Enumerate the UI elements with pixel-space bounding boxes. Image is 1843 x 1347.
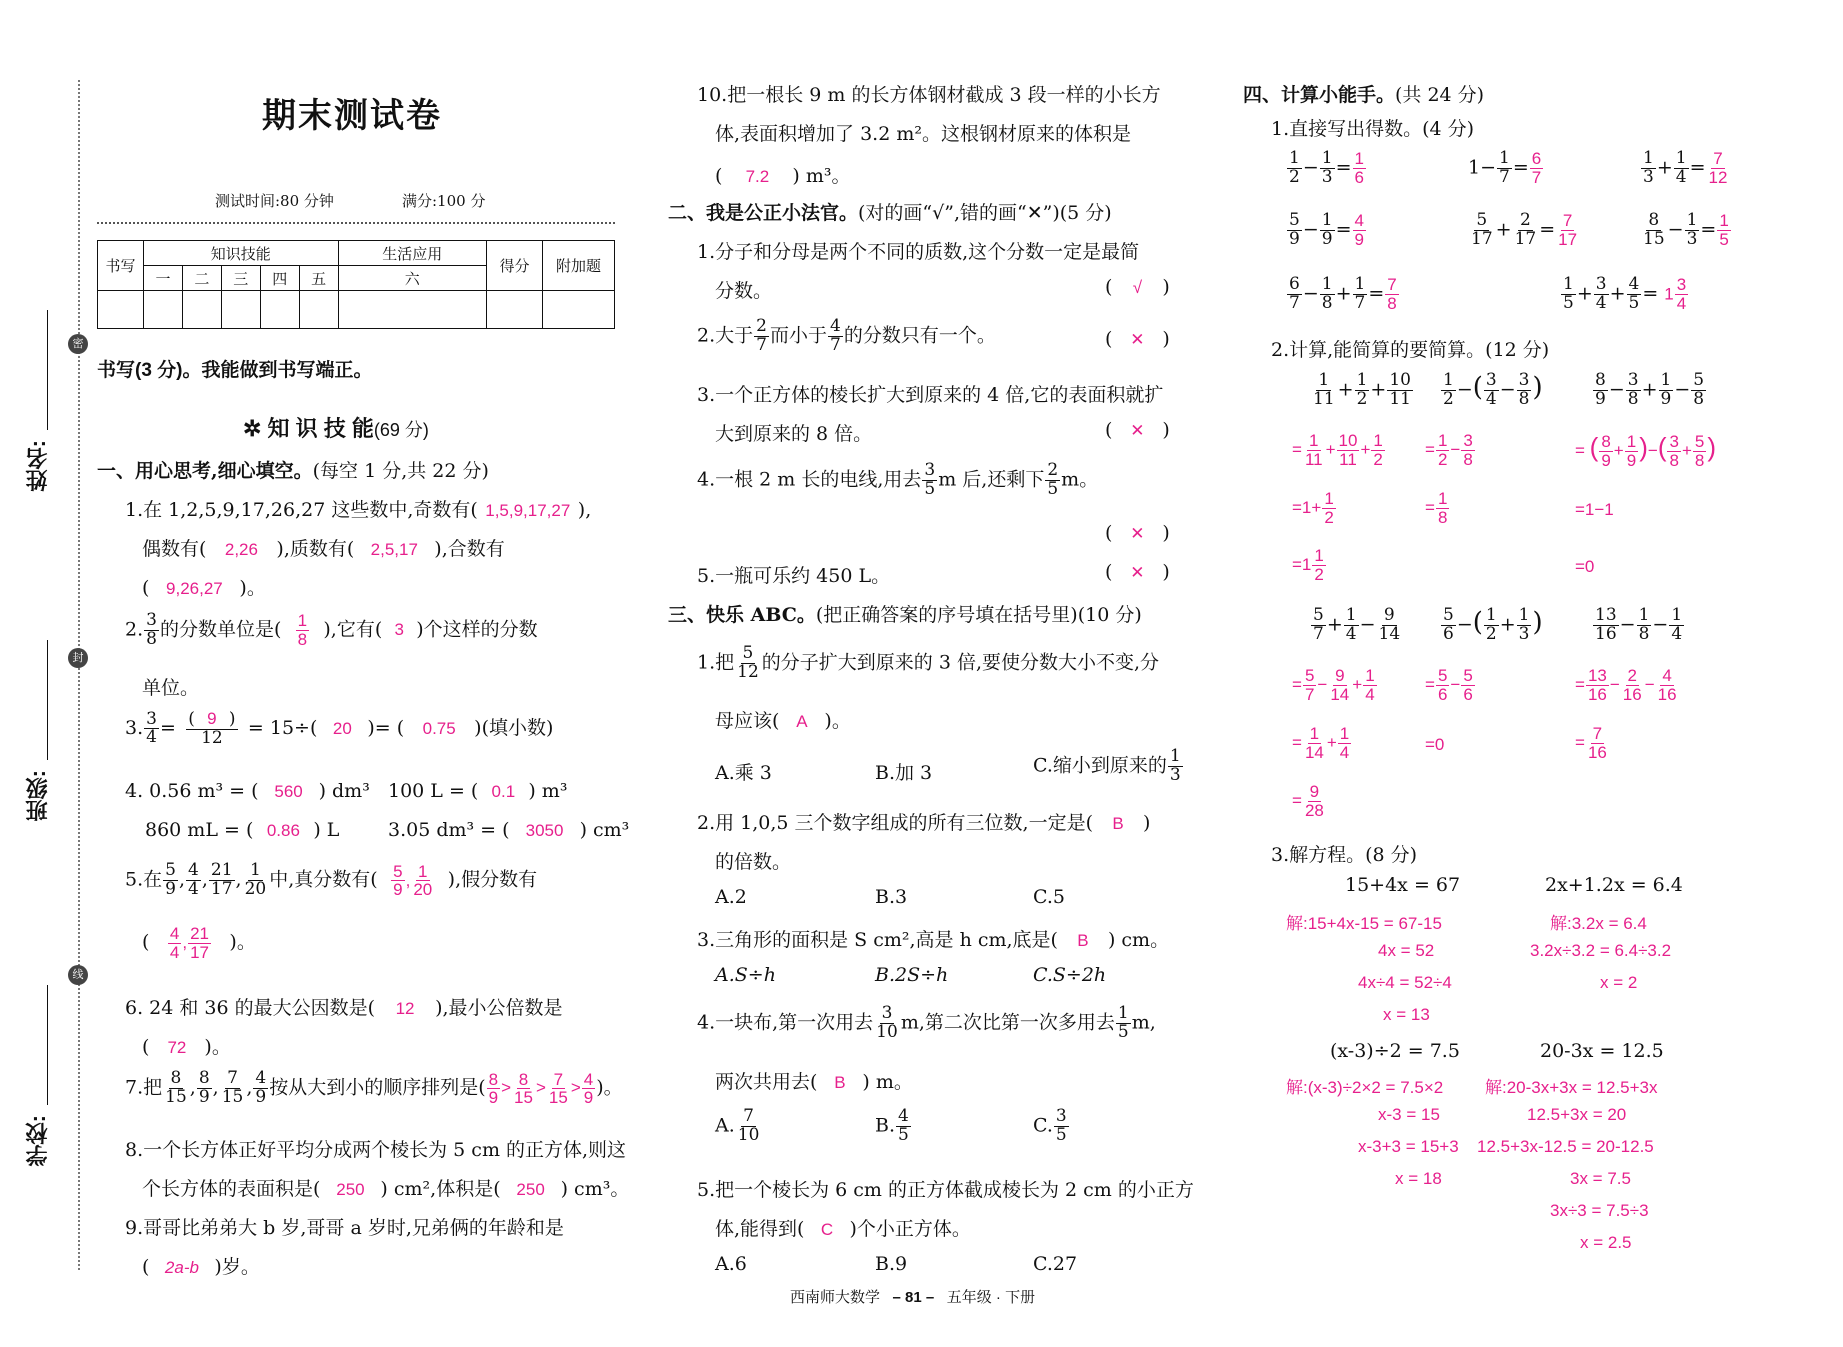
- s2-a2: ( ✕ ): [1105, 328, 1170, 350]
- simp-1: $\frac{1}{11}$ + $\frac{1}{2}$ + $\frac{10}{11}$: [1313, 370, 1411, 409]
- test-time: 测试时间:80 分钟: [215, 192, 334, 210]
- s4-p3: 3.解方程。(8 分): [1271, 844, 1418, 866]
- s2-a1: ( √ ): [1105, 276, 1170, 298]
- school-blank: [47, 985, 48, 1105]
- simp-5-s1: = $\frac{5}{6}$ − $\frac{5}{6}$: [1425, 666, 1473, 704]
- s3-q5-opt-a: A.6: [715, 1253, 747, 1275]
- q10-line1: 10.把一根长 9 m 的长方体钢材截成 3 段一样的小长方: [697, 84, 1161, 106]
- q4-line1: 4. 0.56 m³ = ( 560 ) dm³: [125, 780, 370, 802]
- eqn-3-s4: x = 18: [1395, 1169, 1442, 1188]
- simp-6-s2: = $\frac{7}{16}$: [1575, 724, 1607, 762]
- eqn-2-s3: x = 2: [1600, 973, 1638, 992]
- col-2: 二: [182, 266, 221, 291]
- q9-line1: 9.哥哥比弟弟大 b 岁,哥哥 a 岁时,兄弟俩的年龄和是: [125, 1217, 564, 1239]
- s2-a4: ( ✕ ): [1105, 522, 1170, 544]
- s3-q1a: 1.把 $\frac{5}{12}$ 的分子扩大到原来的 3 倍,要使分数大小不变,分: [697, 643, 1160, 682]
- eqn-4-s3: 12.5+3x-12.5 = 20-12.5: [1477, 1137, 1654, 1156]
- section-knowledge: ✲ 知 识 技 能: [243, 416, 374, 441]
- simp-3-s1: = ( $\frac{8}{9}$ + $\frac{1}{9}$ )−( $\frac{3}{8}$ + $\frac{5}{8}$ ): [1575, 432, 1717, 471]
- col-defen: 得分: [487, 241, 543, 291]
- q10-line3: ( 7.2 ) m³。: [715, 165, 851, 187]
- writing-note: 书写(3 分)。我能做到书写端正。: [97, 360, 373, 381]
- eqn-1-s2: 4x = 52: [1378, 941, 1435, 960]
- col-6: 六: [338, 266, 486, 291]
- simp-2: $\frac{1}{2}$ −( $\frac{3}{4}$ − $\frac{3}{8}$ ): [1443, 370, 1543, 409]
- s3-q3-opt-a: A.S÷h: [715, 964, 776, 986]
- calc-1: $\frac{1}{2}$ − $\frac{1}{3}$ = $\frac{1}{6}$: [1289, 148, 1364, 187]
- q4-line1b: 100 L = ( 0.1 ) m³: [388, 780, 568, 802]
- s2-a5: ( ✕ ): [1105, 561, 1170, 583]
- s2-q2: 2.大于 $\frac{2}{7}$ 而小于 $\frac{4}{7}$ 的分数只有一个。: [697, 316, 996, 355]
- s4-title: 四、计算小能手。: [1243, 84, 1396, 106]
- col-1: 一: [144, 266, 183, 291]
- eqn-1: 15+4x = 67: [1345, 874, 1461, 896]
- s3-q5a: 5.把一个棱长为 6 cm 的正方体截成棱长为 2 cm 的小正方: [697, 1179, 1194, 1201]
- q1-line3: ( 9,26,27 )。: [142, 577, 266, 599]
- col-5: 五: [299, 266, 338, 291]
- s3-q5-opt-c: C.27: [1033, 1253, 1078, 1275]
- q4-line2b: 3.05 dm³ = ( 3050 ) cm³: [388, 819, 630, 841]
- class-blank: [47, 640, 48, 760]
- s1-pts: (每空 1 分,共 22 分): [312, 460, 489, 482]
- s4-pts: (共 24 分): [1395, 84, 1485, 106]
- q10-line2: 体,表面积增加了 3.2 m²。这根钢材原来的体积是: [715, 123, 1131, 145]
- q3-line: 3. $\frac{3}{4}$ = $\frac{( 9 )}{12}$ = 15÷( 20 )= ( 0.75 )(填小数): [125, 708, 554, 748]
- s3-q2-opt-a: A.2: [715, 886, 747, 908]
- s3-q5b: 体,能得到( C )个小正方体。: [715, 1218, 971, 1240]
- q1-line1: 1.在 1,2,5,9,17,26,27 这些数中,奇数有( 1,5,9,17,27 ),: [125, 499, 592, 521]
- eqn-4: 20-3x = 12.5: [1540, 1040, 1664, 1062]
- s2-q4: 4.一根 2 m 长的电线,用去 $\frac{3}{5}$ m 后,还剩下 $\frac{2}{5}$ m。: [697, 460, 1099, 499]
- s3-q4-opt-a: A. $\frac{7}{10}$: [715, 1106, 760, 1145]
- s2-q1a: 1.分子和分母是两个不同的质数,这个分数一定是最简: [697, 241, 1140, 263]
- calc-5: $\frac{5}{17}$ + $\frac{2}{17}$ = $\frac{7}{17}$: [1471, 210, 1578, 249]
- q5-line1: 5.在 $\frac{5}{9}$ , $\frac{4}{4}$ , $\frac{21}{17}$ , $\frac{1}{20}$ 中,真分数有( $\frac{5}{9}$ , $\frac{1}{20}$ ),假分数有: [125, 860, 538, 900]
- eqn-1-s4: x = 13: [1383, 1005, 1430, 1024]
- s2-title: 二、我是公正小法官。: [668, 202, 859, 224]
- name-label: 姓名:: [25, 440, 50, 492]
- s3-title: 三、快乐 ABC。: [668, 604, 816, 626]
- q6-line1: 6. 24 和 36 的最大公因数是( 12 ),最小公倍数是: [125, 997, 563, 1019]
- simp-1-s1: = $\frac{1}{11}$ + $\frac{10}{11}$ + $\frac{1}{2}$: [1292, 431, 1383, 469]
- s3-q2-opt-b: B.3: [875, 886, 908, 908]
- section-knowledge-pts: (69 分): [373, 420, 429, 440]
- simp-5: $\frac{5}{6}$ −( $\frac{1}{2}$ + $\frac{1}{3}$ ): [1443, 605, 1543, 644]
- q1-ans4: 9,26,27: [166, 579, 223, 598]
- col-3: 三: [221, 266, 260, 291]
- s3-q4-opt-b: B. $\frac{4}{5}$: [875, 1106, 909, 1145]
- simp-4-s2: = $\frac{1}{14}$ + $\frac{1}{4}$: [1292, 724, 1350, 762]
- seal-xian-icon: 线: [68, 965, 88, 985]
- eqn-3-s3: x-3+3 = 15+3: [1358, 1137, 1459, 1156]
- binding-line: [78, 80, 80, 1270]
- s3-q4-opt-c: C. $\frac{3}{5}$: [1033, 1106, 1067, 1145]
- calc-6: $\frac{8}{15}$ − $\frac{1}{3}$ = $\frac{1}{5}$: [1643, 210, 1729, 249]
- simp-6: $\frac{13}{16}$ − $\frac{1}{8}$ − $\frac{1}{4}$: [1595, 605, 1683, 644]
- q6-line2: ( 72 )。: [142, 1036, 231, 1058]
- q1-ans1: 1,5,9,17,27: [485, 501, 571, 520]
- s3-q2c: 的倍数。: [715, 851, 792, 873]
- full-score: 满分:100 分: [402, 192, 486, 210]
- s3-q4a: 4.一块布,第一次用去 $\frac{3}{10}$ m,第二次比第一次多用去 $\frac{1}{5}$ m,: [697, 1003, 1156, 1042]
- q1-ans2: 2,26: [224, 540, 258, 559]
- s2-a3: ( ✕ ): [1105, 419, 1170, 441]
- calc-4: $\frac{5}{9}$ − $\frac{1}{9}$ = $\frac{4}{9}$: [1289, 210, 1364, 249]
- simp-1-s3: =1 $\frac{1}{2}$: [1292, 546, 1324, 584]
- simp-4: $\frac{5}{7}$ + $\frac{1}{4}$ − $\frac{9}{14}$: [1313, 605, 1401, 644]
- eqn-3: (x-3)÷2 = 7.5: [1330, 1040, 1460, 1062]
- s4-p2: 2.计算,能简算的要简算。(12 分): [1271, 339, 1550, 361]
- s3-q4e: 两次共用去( B ) m。: [715, 1071, 913, 1093]
- calc-2: 1− $\frac{1}{7}$ = $\frac{6}{7}$: [1468, 148, 1542, 187]
- s3-q1-opt-b: B.加 3: [875, 762, 933, 784]
- eqn-1-s1: 解:15+4x-15 = 67-15: [1286, 914, 1442, 933]
- simp-3: $\frac{8}{9}$ − $\frac{3}{8}$ + $\frac{1}{9}$ − $\frac{5}{8}$: [1595, 370, 1705, 409]
- col-shenghuo: 生活应用: [338, 241, 486, 266]
- s3-q3a: 3.三角形的面积是 S cm²,高是 h cm,底是( B ) cm。: [697, 929, 1170, 951]
- eqn-2-s2: 3.2x÷3.2 = 6.4÷3.2: [1530, 941, 1672, 960]
- calc-7: $\frac{6}{7}$ − $\frac{1}{8}$ + $\frac{1}{7}$ = $\frac{7}{8}$: [1289, 274, 1397, 313]
- s2-q5: 5.一瓶可乐约 450 L。: [697, 565, 891, 587]
- footer: 西南师大数学 – 81 – 五年级 · 下册: [790, 1289, 1036, 1306]
- simp-3-s3: =0: [1575, 557, 1595, 576]
- s1-title: 一、用心思考,细心填空。: [97, 460, 313, 482]
- s4-p1: 1.直接写出得数。(4 分): [1271, 118, 1475, 140]
- simp-5-s2: =0: [1425, 735, 1445, 754]
- simp-1-s2: =1+ $\frac{1}{2}$: [1292, 489, 1334, 527]
- q2-line1: 2. $\frac{3}{8}$ 的分数单位是( $\frac{1}{8}$ ),它有( 3 )个这样的分数: [125, 610, 538, 649]
- s3-q5-opt-b: B.9: [875, 1253, 908, 1275]
- q8-line2: 个长方体的表面积是( 250 ) cm²,体积是( 250 ) cm³。: [142, 1178, 630, 1200]
- col-zhishi: 知识技能: [144, 241, 339, 266]
- simp-6-s1: = $\frac{13}{16}$ − $\frac{2}{16}$ − $\frac{4}{16}$: [1575, 666, 1677, 704]
- eqn-2-s1: 解:3.2x = 6.4: [1550, 914, 1647, 933]
- eqn-3-s1: 解:(x-3)÷2×2 = 7.5×2: [1286, 1078, 1444, 1097]
- simp-3-s2: =1−1: [1575, 500, 1614, 519]
- s2-q1b: 分数。: [715, 280, 773, 302]
- simp-2-s2: = $\frac{1}{8}$: [1425, 489, 1448, 527]
- s3-q1c: 母应该( A )。: [715, 710, 851, 732]
- simp-2-s1: = $\frac{1}{2}$ − $\frac{3}{8}$: [1425, 431, 1473, 469]
- score-table: [97, 240, 615, 329]
- col-shuxie: 书写: [98, 241, 144, 291]
- s3-pts: (把正确答案的序号填在括号里)(10 分): [815, 604, 1142, 626]
- page-title: 期末测试卷: [262, 96, 442, 136]
- s2-q3b: 大到原来的 8 倍。: [715, 423, 873, 445]
- school-label: 学校:: [25, 1115, 50, 1167]
- q2-line2: 单位。: [142, 677, 200, 699]
- q9-line2: ( 2a-b )岁。: [142, 1256, 260, 1278]
- s3-q2a: 2.用 1,0,5 三个数字组成的所有三位数,一定是( B ): [697, 812, 1151, 834]
- eqn-4-s6: x = 2.5: [1580, 1233, 1632, 1252]
- eqn-4-s1: 解:20-3x+3x = 12.5+3x: [1485, 1078, 1658, 1097]
- seal-feng-icon: 封: [68, 648, 88, 668]
- name-blank: [47, 310, 48, 430]
- s3-q1-opt-c: C.缩小到原来的 $\frac{1}{3}$: [1033, 746, 1181, 785]
- s3-q3-opt-c: C.S÷2h: [1033, 964, 1107, 986]
- divider: [97, 222, 615, 224]
- eqn-3-s2: x-3 = 15: [1378, 1105, 1440, 1124]
- s2-q3a: 3.一个正方体的棱长扩大到原来的 4 倍,它的表面积就扩: [697, 384, 1164, 406]
- eqn-4-s2: 12.5+3x = 20: [1527, 1105, 1627, 1124]
- q7-line: 7.把 $\frac{8}{15}$ , $\frac{8}{9}$ , $\frac{7}{15}$ , $\frac{4}{9}$ 按从大到小的顺序排列是( $\frac{8}{9}$ > $\frac{8}{15}$ > $\frac{7}{15}$ > $\frac{4}{9}$ )。: [125, 1068, 623, 1108]
- eqn-4-s4: 3x = 7.5: [1570, 1169, 1631, 1188]
- col-4: 四: [260, 266, 299, 291]
- q8-line1: 8.一个长方体正好平均分成两个棱长为 5 cm 的正方体,则这: [125, 1139, 627, 1161]
- class-label: 班级:: [25, 770, 50, 822]
- q4-line2: 860 mL = ( 0.86 ) L: [145, 819, 340, 841]
- q5-line2: ( $\frac{4}{4}$ , $\frac{21}{17}$ )。: [142, 924, 256, 962]
- s3-q1-opt-a: A.乘 3: [715, 762, 772, 784]
- eqn-1-s3: 4x÷4 = 52÷4: [1358, 973, 1452, 992]
- seal-mi-icon: 密: [68, 334, 88, 354]
- s3-q2-opt-c: C.5: [1033, 886, 1065, 908]
- calc-3: $\frac{1}{3}$ + $\frac{1}{4}$ = $\frac{7}{12}$: [1643, 148, 1728, 187]
- simp-4-s1: = $\frac{5}{7}$ − $\frac{9}{14}$ + $\frac{1}{4}$: [1292, 666, 1375, 704]
- calc-8: $\frac{1}{5}$ + $\frac{3}{4}$ + $\frac{4}{5}$ = 1 $\frac{3}{4}$: [1563, 274, 1687, 313]
- s3-q3-opt-b: B.2S÷h: [875, 964, 949, 986]
- eqn-2: 2x+1.2x = 6.4: [1545, 874, 1683, 896]
- eqn-4-s5: 3x÷3 = 7.5÷3: [1550, 1201, 1649, 1220]
- s2-pts: (对的画“√”,错的画“✕”)(5 分): [858, 202, 1112, 224]
- q1-line2: 偶数有( 2,26 ),质数有( 2,5,17 ),合数有: [142, 538, 505, 560]
- simp-4-s3: = $\frac{9}{28}$: [1292, 782, 1324, 820]
- col-fujia: 附加题: [543, 241, 615, 291]
- q1-ans3: 2,5,17: [370, 540, 418, 559]
